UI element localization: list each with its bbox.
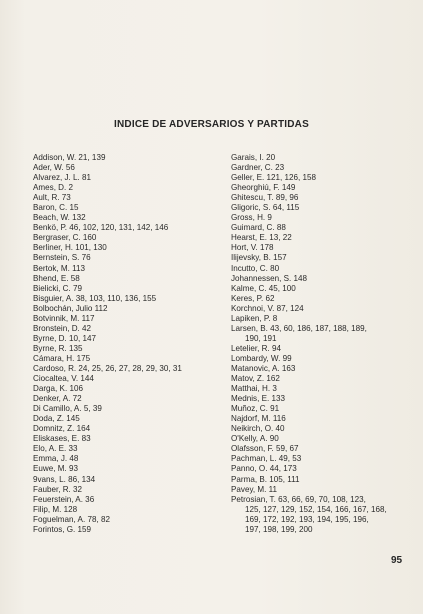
index-entry: Alvarez, J. L. 81 [33, 173, 92, 183]
index-entry: Korchnoi, V. 87, 124 [231, 303, 304, 313]
index-entry: Lapiken, P. 8 [231, 313, 278, 323]
index-entry: Emma, J. 48 [33, 454, 79, 464]
index-entry: Fauber, R. 32 [33, 484, 83, 494]
index-entry: Incutto, C. 80 [231, 263, 280, 273]
index-entry: Euwe, M. 93 [33, 464, 78, 474]
index-entry: 169, 172, 192, 193, 194, 195, 196, [245, 514, 369, 524]
index-entry: Bielicki, C. 79 [33, 283, 83, 293]
index-entry: Panno, O. 44, 173 [231, 464, 297, 474]
index-entry: Cardoso, R. 24, 25, 26, 27, 28, 29, 30, 31 [33, 363, 182, 373]
index-entry: Bernstein, S. 76 [33, 253, 91, 263]
index-entry: Berliner, H. 101, 130 [33, 243, 107, 253]
index-entry: Forintos, G. 159 [33, 524, 92, 534]
index-entry: Parma, B. 105, 111 [231, 474, 300, 484]
index-entry: 197, 198, 199, 200 [245, 524, 313, 534]
index-entry: Gross, H. 9 [231, 213, 272, 223]
index-entry: Bisguier, A. 38, 103, 110, 136, 155 [33, 293, 157, 303]
index-entry: Johannessen, S. 148 [231, 273, 308, 283]
index-column-right [231, 153, 411, 535]
index-entry: Matthai, H. 3 [231, 384, 277, 394]
page-number: 95 [391, 555, 403, 566]
index-entry: Bronstein, D. 42 [33, 323, 92, 333]
index-entry: Baron, C. 15 [33, 203, 79, 213]
index-entry: Benkö, P. 46, 102, 120, 131, 142, 146 [33, 223, 169, 233]
index-entry: Foguelman, A. 78, 82 [33, 514, 110, 524]
index-entry: Eliskases, E. 83 [33, 434, 91, 444]
index-entry: 190, 191 [245, 333, 277, 343]
index-entry: Olafsson, F. 59, 67 [231, 444, 299, 454]
index-entry: Feuerstein, A. 36 [33, 494, 95, 504]
index-entry: Di Camillo, A. 5, 39 [33, 404, 102, 414]
index-entry: Elo, A. E. 33 [33, 444, 78, 454]
index-entry: Najdorf, M. 116 [231, 414, 286, 424]
index-column-left [33, 153, 218, 535]
index-entry: Larsen, B. 43, 60, 186, 187, 188, 189, [231, 323, 367, 333]
index-entry: Filip, M. 128 [33, 504, 78, 514]
index-entry: Petrosian, T. 63, 66, 69, 70, 108, 123, [231, 494, 366, 504]
index-entry: Guimard, C. 88 [231, 223, 286, 233]
index-entry: Ghitescu, T. 89, 96 [231, 193, 299, 203]
index-entry: Kalme, C. 45, 100 [231, 283, 296, 293]
index-entry: Ault, R. 73 [33, 193, 71, 203]
index-entry: Bertok, M. 113 [33, 263, 86, 273]
index-entry: Byrne, R. 135 [33, 343, 83, 353]
index-entry: Gheorghiú, F. 149 [231, 183, 296, 193]
index-entry: O'Kelly, A. 90 [231, 434, 279, 444]
index-entry: Bhend, E. 58 [33, 273, 80, 283]
index-entry: Gligoric, S. 64, 115 [231, 203, 300, 213]
index-entry: Bergraser, C. 160 [33, 233, 97, 243]
index-entry: Ader, W. 56 [33, 163, 75, 173]
index-entry: Matanovic, A. 163 [231, 363, 296, 373]
index-entry: Mednis, E. 133 [231, 394, 285, 404]
index-entry: Addison, W. 21, 139 [33, 153, 106, 162]
index-entry: Ciocaltea, V. 144 [33, 374, 94, 384]
index-entry: Byrne, D. 10, 147 [33, 333, 96, 343]
index-entry: Hort, V. 178 [231, 243, 274, 253]
index-entry: Darga, K. 106 [33, 384, 83, 394]
index-entry: Beach, W. 132 [33, 213, 86, 223]
index-entry: Domnitz, Z. 164 [33, 424, 91, 434]
index-entry: Hearst, E. 13, 22 [231, 233, 292, 243]
index-entry: Muñoz, C. 91 [231, 404, 280, 414]
index-entry: Lombardy, W. 99 [231, 353, 292, 363]
index-entry: Keres, P. 62 [231, 293, 275, 303]
index-entry: Garais, I. 20 [231, 153, 276, 162]
index-entry: Neikirch, O. 40 [231, 424, 285, 434]
index-entry: Denker, A. 72 [33, 394, 82, 404]
index-entry: Geller, E. 121, 126, 158 [231, 173, 317, 183]
index-entry: Ames, D. 2 [33, 183, 74, 193]
index-entry: Pachman, L. 49, 53 [231, 454, 302, 464]
index-entry: Ilijevsky, B. 157 [231, 253, 287, 263]
index-entry: Pavey, M. 11 [231, 484, 278, 494]
index-entry: Doda, Z. 145 [33, 414, 80, 424]
index-entry: 125, 127, 129, 152, 154, 166, 167, 168, [245, 504, 387, 514]
index-entry: 9vans, L. 86, 134 [33, 474, 96, 484]
index-entry: Cámara, H. 175 [33, 353, 91, 363]
index-entry: Letelier, R. 94 [231, 343, 281, 353]
index-entry: Gardner, C. 23 [231, 163, 285, 173]
index-entry: Botvinnik, M. 117 [33, 313, 95, 323]
index-entry: Matov, Z. 162 [231, 374, 280, 384]
index-heading: INDICE DE ADVERSARIOS Y PARTIDAS [114, 119, 309, 130]
index-entry: Bolbochán, Julio 112 [33, 303, 108, 313]
